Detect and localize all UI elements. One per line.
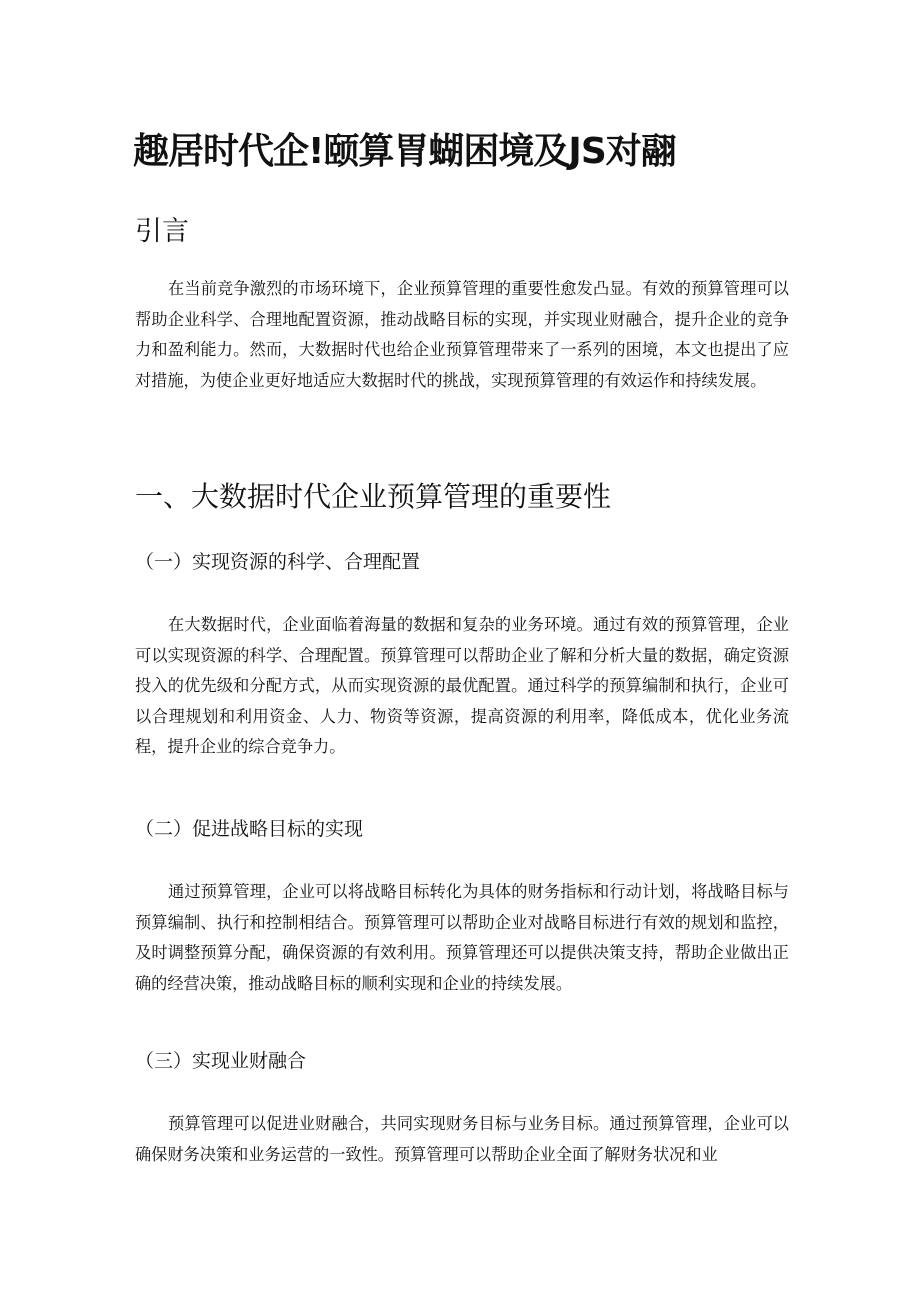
document-title: 趣居时代企!颐算胃蝴困境及JS对翮 [133,131,676,172]
intro-heading: 引言 [135,216,189,247]
intro-paragraph: 在当前竞争激烈的市场环境下，企业预算管理的重要性愈发凸显。有效的预算管理可以帮助企业科学、合理地配置资源，推动战略目标的实现，并实现业财融合，提升企业的竞争力和盈利能力。然而，大数据时代也给企业预算管理带来了一系列的困境，本文也提出了应对措施，为使企业更好地适应大数据时代的挑战，实现预算管理的有效运作和持续发展。 [135,279,789,390]
subsection-3-heading: （三）实现业财融合 [135,1050,307,1072]
subsection-2-heading: （二）促进战略目标的实现 [135,818,364,840]
subsection-2-paragraph: 通过预算管理，企业可以将战略目标转化为具体的财务指标和行动计划，将战略目标与预算编制、执行和控制相结合。预算管理可以帮助企业对战略目标进行有效的规划和监控，及时调整预算分配，确保资源的有效利用。预算管理还可以提供决策支持，帮助企业做出正确的经营决策，推动战略目标的顺利实现和企业的持续发展。 [135,882,789,993]
subsection-3-paragraph: 预算管理可以促进业财融合，共同实现财务目标与业务目标。通过预算管理，企业可以确保财务决策和业务运营的一致性。预算管理可以帮助企业全面了解财务状况和业 [135,1114,789,1164]
subsection-1-heading: （一）实现资源的科学、合理配置 [135,551,421,573]
section-1-heading: 一、大数据时代企业预算管理的重要性 [135,480,612,513]
subsection-1-paragraph: 在大数据时代，企业面临着海量的数据和复杂的业务环境。通过有效的预算管理，企业可以实现资源的科学、合理配置。预算管理可以帮助企业了解和分析大量的数据，确定资源投入的优先级和分配方式，从而实现资源的最优配置。通过科学的预算编制和执行，企业可以合理规划和利用资金、人力、物资等资源，提高资源的利用率，降低成本，优化业务流程，提升企业的综合竞争力。 [135,615,789,757]
